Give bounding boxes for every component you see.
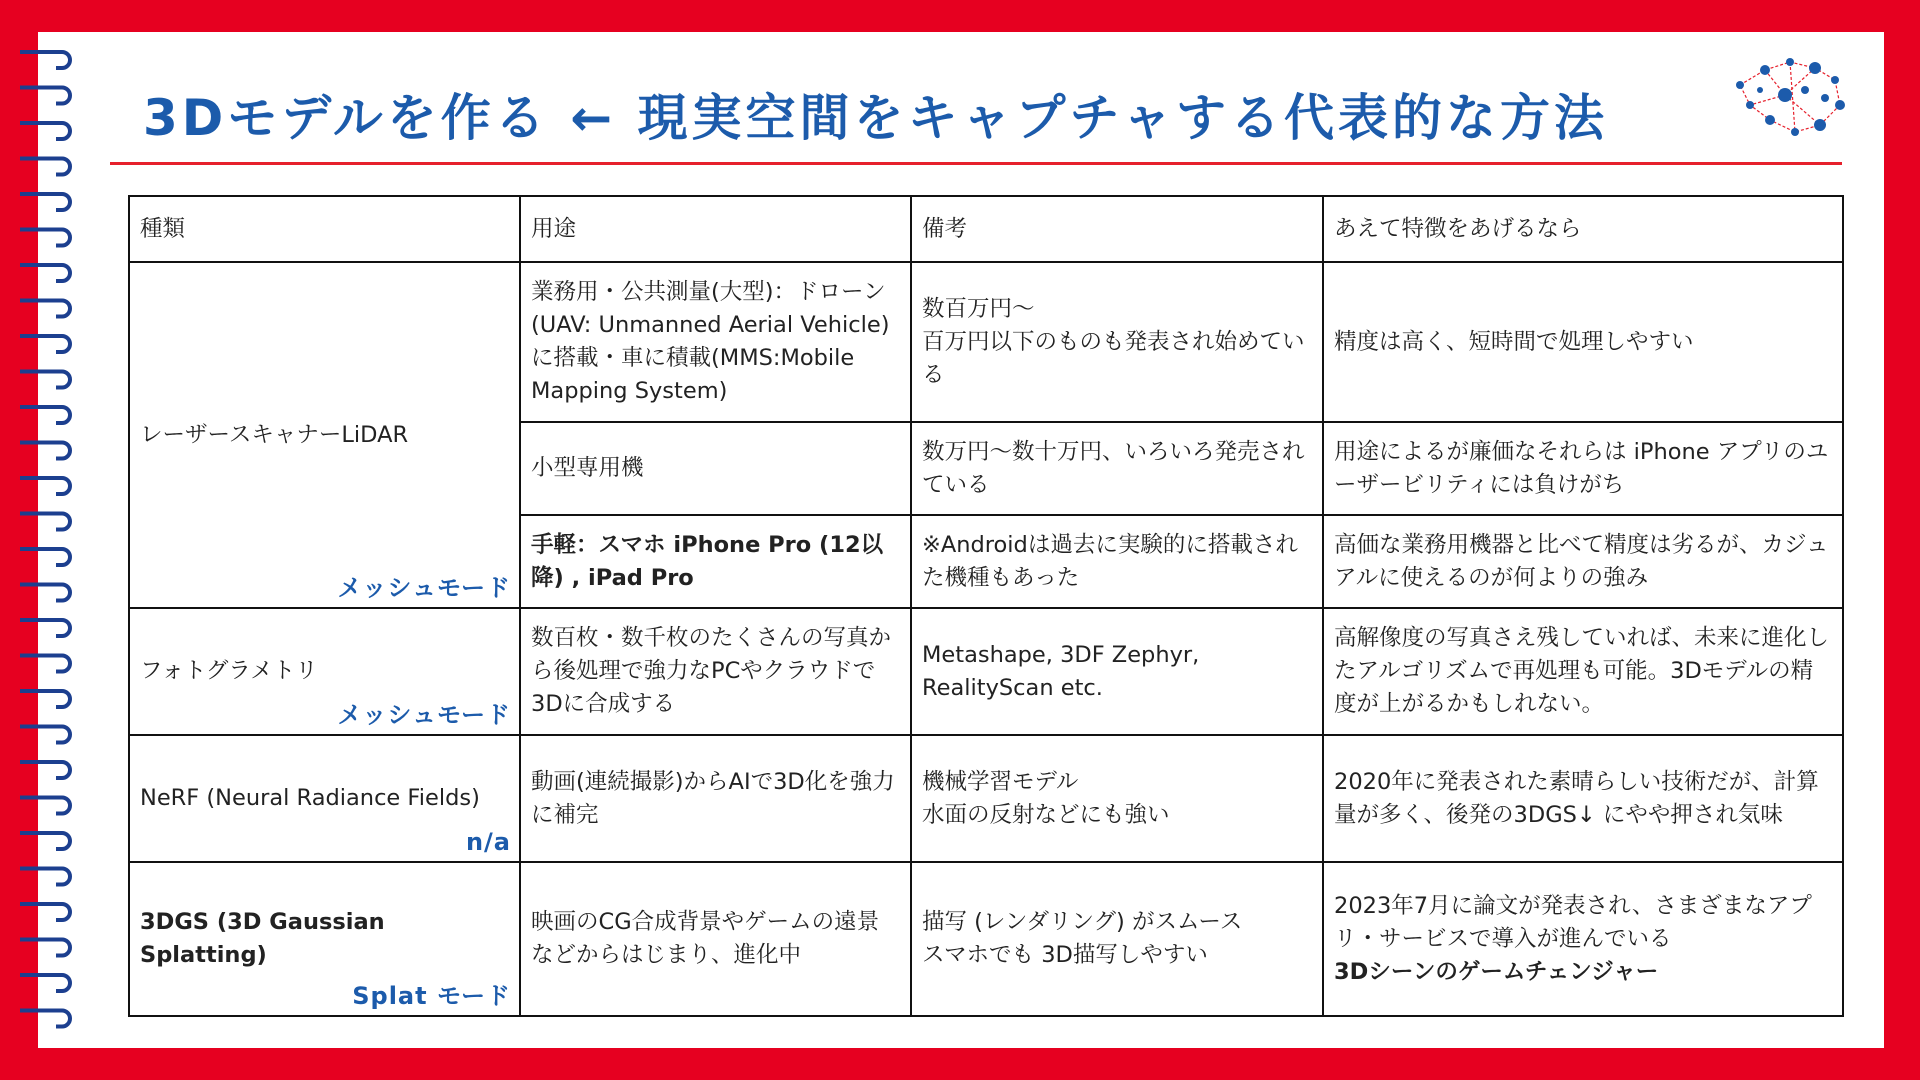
lidar-smartphone-feature: 高価な業務用機器と比べて精度は劣るが、カジュアルに使えるのが何よりの強み bbox=[1323, 515, 1843, 608]
binding-ring bbox=[20, 443, 70, 459]
binding-ring bbox=[20, 549, 70, 565]
binding-ring bbox=[20, 1011, 70, 1027]
binding-ring bbox=[20, 194, 70, 210]
lidar-survey-use: 業務用・公共測量(大型)：ドローン(UAV: Unmanned Aerial Vehicle)に搭載・車に積載(MMS:Mobile Mapping System) bbox=[520, 262, 911, 422]
binding-ring bbox=[20, 514, 70, 530]
gs-kind-cell bbox=[129, 862, 520, 1016]
lidar-mode-label: メッシュモード bbox=[337, 574, 511, 602]
capture-methods-table bbox=[128, 195, 1844, 1017]
photogrammetry-mode-label: メッシュモード bbox=[337, 701, 511, 729]
gs-use: 映画のCG合成背景やゲームの遠景などからはじまり、進化中 bbox=[520, 862, 911, 1016]
network-graph-icon bbox=[1730, 50, 1850, 140]
lidar-compact-use: 小型専用機 bbox=[520, 422, 911, 515]
table-row-lidar-survey bbox=[129, 262, 1843, 422]
notebook-binding-rings bbox=[0, 0, 90, 1080]
lidar-compact-note: 数万円〜数十万円、いろいろ発売されている bbox=[911, 422, 1323, 515]
binding-ring bbox=[20, 975, 70, 991]
nerf-mode-label: n/a bbox=[465, 828, 511, 856]
binding-ring bbox=[20, 159, 70, 175]
binding-ring bbox=[20, 691, 70, 707]
binding-ring bbox=[20, 123, 70, 139]
header-note: 備考 bbox=[911, 196, 1323, 262]
table-row-photogrammetry bbox=[129, 608, 1843, 735]
binding-ring bbox=[20, 230, 70, 246]
binding-ring bbox=[20, 478, 70, 494]
gs-note: 描写 (レンダリング) がスムース スマホでも 3D描写しやすい bbox=[911, 862, 1323, 1016]
gs-feature-cell bbox=[1323, 862, 1843, 1016]
binding-ring bbox=[20, 620, 70, 636]
binding-ring bbox=[20, 265, 70, 281]
lidar-survey-note: 数百万円〜 百万円以下のものも発表され始めている bbox=[911, 262, 1323, 422]
gs-feature: 2023年7月に論文が発表され、さまざまなアプリ・サービスで導入が進んでいる bbox=[1334, 892, 1812, 952]
slide-title: 3Dモデルを作る ← 現実空間をキャプチャする代表的な方法 bbox=[143, 89, 1609, 147]
lidar-kind-cell bbox=[129, 262, 520, 608]
binding-ring bbox=[20, 88, 70, 104]
lidar-compact-feature: 用途によるが廉価なそれらは iPhone アプリのユーザービリティには負けがち bbox=[1323, 422, 1843, 515]
binding-ring bbox=[20, 585, 70, 601]
binding-ring bbox=[20, 336, 70, 352]
table-header-row bbox=[129, 196, 1843, 262]
binding-ring bbox=[20, 833, 70, 849]
lidar-kind-label: レーザースキャナーLiDAR bbox=[140, 421, 409, 448]
photogrammetry-note: Metashape, 3DF Zephyr, RealityScan etc. bbox=[911, 608, 1323, 735]
lidar-smartphone-note: ※Androidは過去に実験的に搭載された機種もあった bbox=[911, 515, 1323, 608]
binding-ring bbox=[20, 798, 70, 814]
gs-kind-label: 3DGS (3D Gaussian Splatting) bbox=[140, 909, 385, 968]
nerf-feature: 2020年に発表された素晴らしい技術だが、計算量が多く、後発の3DGS↓ にやや押され気味 bbox=[1323, 735, 1843, 862]
gs-mode-label: Splat モード bbox=[352, 982, 511, 1010]
table-row-3dgs bbox=[129, 862, 1843, 1016]
header-feature: あえて特徴をあげるなら bbox=[1323, 196, 1843, 262]
binding-ring bbox=[20, 301, 70, 317]
binding-ring bbox=[20, 762, 70, 778]
binding-ring bbox=[20, 372, 70, 388]
nerf-use: 動画(連続撮影)からAIで3D化を強力に補完 bbox=[520, 735, 911, 862]
photogrammetry-kind-label: フォトグラメトリ bbox=[140, 658, 318, 684]
lidar-survey-feature: 精度は高く、短時間で処理しやすい bbox=[1323, 262, 1843, 422]
nerf-kind-label: NeRF (Neural Radiance Fields) bbox=[140, 785, 480, 811]
header-use: 用途 bbox=[520, 196, 911, 262]
nerf-note: 機械学習モデル 水面の反射などにも強い bbox=[911, 735, 1323, 862]
binding-ring bbox=[20, 407, 70, 423]
lidar-smartphone-use: 手軽：スマホ iPhone Pro (12以降) , iPad Pro bbox=[520, 515, 911, 608]
table-row-nerf bbox=[129, 735, 1843, 862]
binding-ring bbox=[20, 940, 70, 956]
gs-feature-highlight: 3Dシーンのゲームチェンジャー bbox=[1334, 958, 1659, 985]
binding-ring bbox=[20, 656, 70, 672]
photogrammetry-use: 数百枚・数千枚のたくさんの写真から後処理で強力なPCやクラウドで3Dに合成する bbox=[520, 608, 911, 735]
binding-ring bbox=[20, 52, 70, 68]
binding-ring bbox=[20, 727, 70, 743]
header-kind: 種類 bbox=[129, 196, 520, 262]
binding-ring bbox=[20, 869, 70, 885]
binding-ring bbox=[20, 904, 70, 920]
title-divider bbox=[110, 162, 1842, 165]
photogrammetry-feature: 高解像度の写真さえ残していれば、未来に進化したアルゴリズムで再処理も可能。3Dモデルの精度が上がるかもしれない。 bbox=[1323, 608, 1843, 735]
nerf-kind-cell bbox=[129, 735, 520, 862]
photogrammetry-kind-cell bbox=[129, 608, 520, 735]
